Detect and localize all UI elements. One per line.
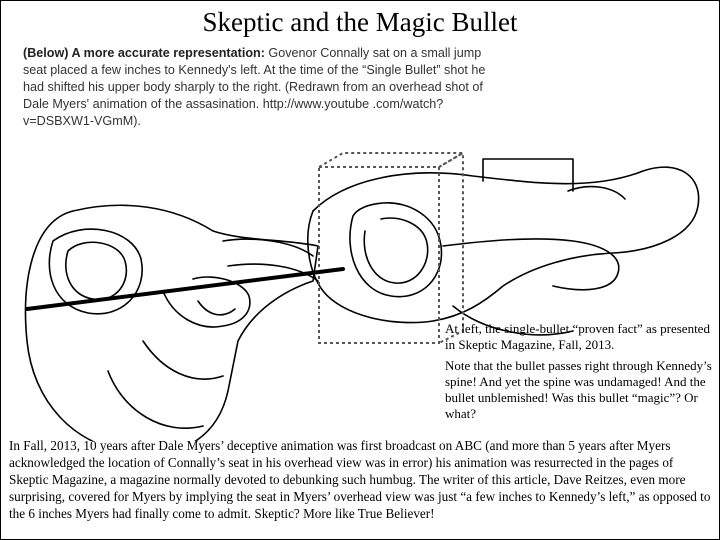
kennedy-hand bbox=[568, 187, 625, 199]
kennedy-arm bbox=[443, 239, 619, 290]
kennedy-seat-edge bbox=[483, 159, 573, 191]
connally-head-inner bbox=[66, 242, 127, 299]
connally-seat bbox=[108, 371, 203, 428]
figure-caption-lead: (Below) A more accurate representation: bbox=[23, 46, 265, 60]
jump-seat-dotted-back bbox=[319, 153, 463, 167]
slide-title: Skeptic and the Magic Bullet bbox=[202, 7, 518, 37]
connally-lower-arm bbox=[143, 341, 223, 379]
side-note-paragraph-1: At left, the single-bullet “proven fact” as presented in Skeptic Magazine, Fall, 2013. bbox=[445, 321, 710, 352]
body-paragraph: In Fall, 2013, 10 years after Dale Myers’ deceptive animation was first broadcast on ABC (and more than 5 years after Myers acknowledged the location of Connally’s seat in his overhead view was in error) his animation was resurrected in the pages of Skeptic Magazine, a magazine normally devoted to debunking such humbug. The writer of this article, Dave Reitzes, even more surprising, covered for Myers by implying the seat in Myers’ overhead view was just “a few inches to Kennedy’s left,” as opposed to the 6 inches Myers had finally come to admit. Skeptic? More like True Believer! bbox=[9, 438, 711, 521]
figure-caption-text: Govenor Connally sat on a small jump seat placed a few inches to Kennedy's left. At the time of the “Single Bullet” shot he had shifted his upper body sharply to the right. (Redrawn from an overhead shot of Dale Myers' animation of the assasination. http://www.youtube .com/watch?v=DSBXW1-VGmM). bbox=[23, 46, 486, 128]
side-note-paragraph-2: Note that the bullet passes right through Kennedy’s spine! And yet the spine was undamaged! And the bullet unblemished! Was this bullet “magic”? Or what? bbox=[445, 358, 712, 421]
figure-caption bbox=[23, 45, 503, 130]
kennedy-head-inner bbox=[364, 218, 427, 283]
connally-hand bbox=[198, 301, 235, 315]
kennedy-body-outline bbox=[308, 167, 699, 322]
side-note bbox=[445, 321, 715, 427]
